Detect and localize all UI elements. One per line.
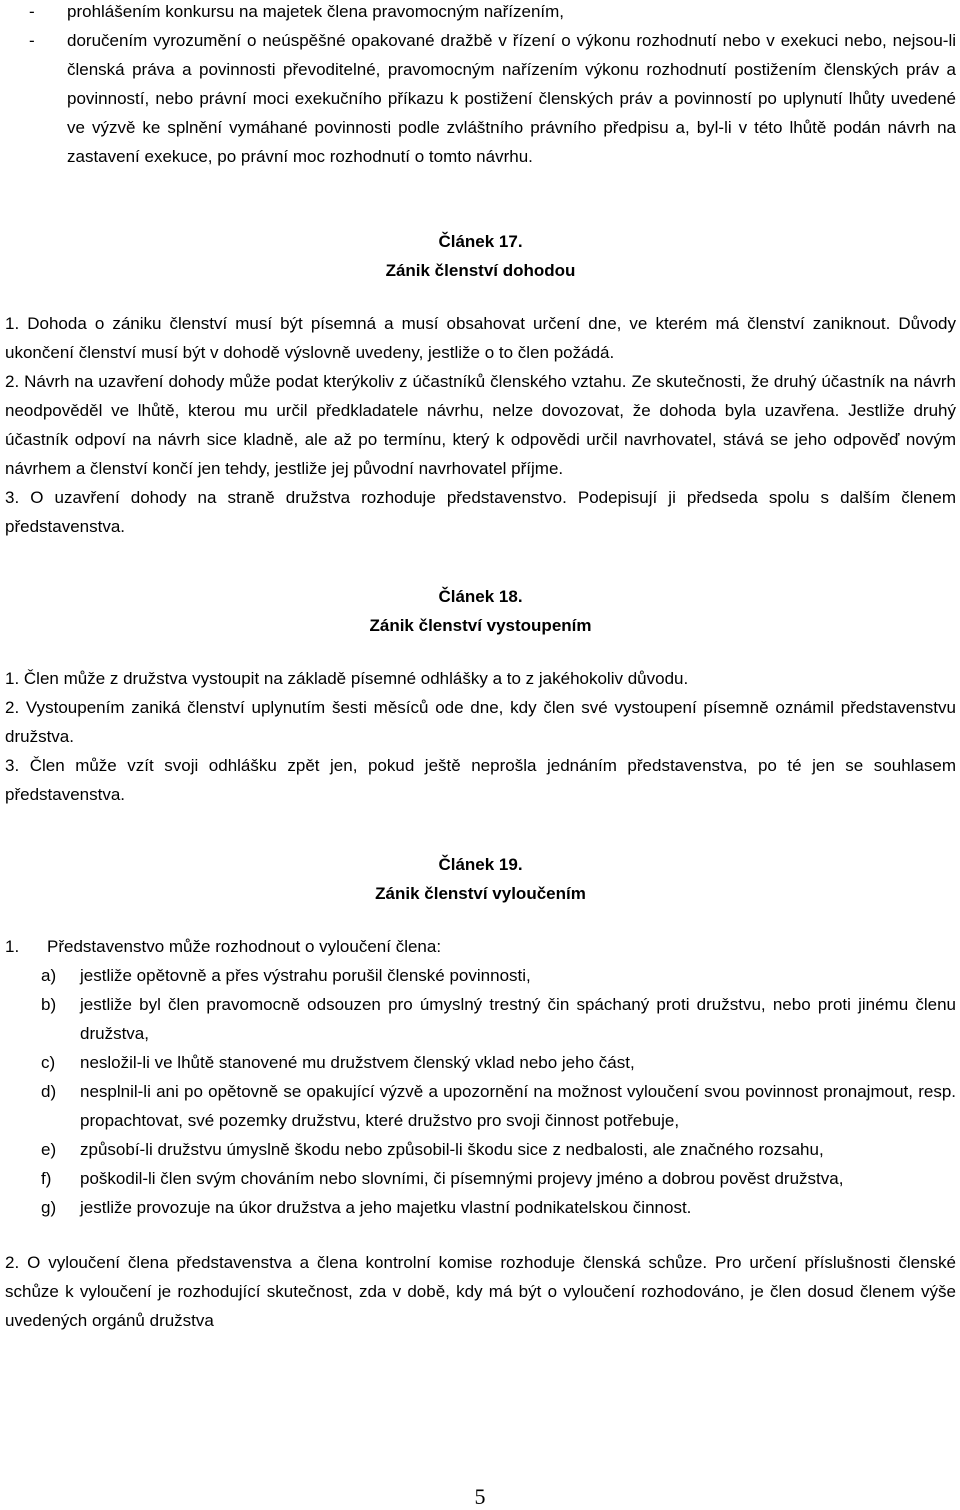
dash-bullet: - — [29, 31, 35, 50]
item-label: d) — [41, 1082, 57, 1101]
paragraph: 3. Člen může vzít svoji odhlášku zpět jen, pokud ještě neprošla jednáním představenstva, po té jen se souhlasem představenstva. — [5, 756, 956, 804]
item-label: a) — [41, 966, 57, 985]
dash-bullet: - — [29, 2, 35, 21]
article-number: Článek 18. — [438, 587, 523, 606]
paragraph: 3. O uzavření dohody na straně družstva rozhoduje představenstvo. Podepisují ji předseda spolu s dalším členem představenstva. — [5, 488, 956, 536]
list-item — [5, 1135, 956, 1164]
item-label: e) — [41, 1140, 57, 1159]
bullet-item — [5, 26, 956, 171]
item-text: nesložil-li ve lhůtě stanovené mu družstvem členský vklad nebo jeho část, — [80, 1053, 635, 1072]
numbered-paragraph — [5, 932, 956, 961]
page-number: 5 — [474, 1484, 486, 1509]
paragraph-number: 1. — [5, 937, 20, 956]
paragraph: 2. Vystoupením zaniká členství uplynutím šesti měsíců ode dne, kdy člen své vystoupení písemně oznámil představenstvu družstva. — [5, 698, 956, 746]
paragraph: 1. Člen může z družstva vystoupit na základě písemné odhlášky a to z jakéhokoliv důvodu. — [5, 669, 689, 688]
article-title: Zánik členství vyloučením — [375, 884, 586, 903]
item-label: b) — [41, 995, 57, 1014]
bullet-item — [5, 0, 956, 26]
list-item — [5, 1164, 956, 1193]
list-item — [5, 961, 956, 990]
item-text: nesplnil-li ani po opětovně se opakující výzvě a upozornění na možnost vyloučení svou povinnost pronajmout, resp. propachtovat, své pozemky družstvu, které družstvo pro svoji činnost potřebuje, — [80, 1082, 956, 1130]
item-label: g) — [41, 1198, 57, 1217]
item-text: jestliže provozuje na úkor družstva a jeho majetku vlastní podnikatelskou činnost. — [80, 1198, 692, 1217]
item-text: jestliže opětovně a přes výstrahu porušil členské povinnosti, — [80, 966, 531, 985]
paragraph: 1. Dohoda o zániku členství musí být písemná a musí obsahovat určení dne, ve kterém má členství zaniknout. Důvody ukončení členství musí být v dohodě výslovně uvedeny, jestliže o to člen požádá. — [5, 314, 956, 362]
list-item — [5, 1077, 956, 1135]
article-title: Zánik členství vystoupením — [369, 616, 592, 635]
paragraph: 2. Návrh na uzavření dohody může podat kterýkoliv z účastníků členského vztahu. Ze skutečnosti, že druhý účastník na návrh neodpověděl ve lhůtě, kterou mu určil předkladatele návrhu, nelze dovozovat, že dohoda byla uzavřena. Jestliže druhý účastník odpoví na návrh sice kladně, ale až po termínu, který k odpovědi určil navrhovatel, stává se jeho odpověď novým návrhem a členství končí jen tehdy, jestliže jej původní navrhovatel příjme. — [5, 372, 956, 478]
item-text: poškodil-li člen svým chováním nebo slovními, či písemnými projevy jméno a dobrou pověst družstva, — [80, 1169, 844, 1188]
item-text: způsobí-li družstvu úmyslně škodu nebo způsobil-li škodu sice z nedbalosti, ale značného rozsahu, — [80, 1140, 824, 1159]
bullet-text: doručením vyrozumění o neúspěšné opakované dražbě v řízení o výkonu rozhodnutí nebo v exekuci nebo, nejsou-li členská práva a povinnosti převoditelné, pravomocným nařízením výkonu rozhodnutí postižením členských práv a povinností, nebo právní moci exekučního příkazu k postižení členských práv a povinností po uplynutí lhůty uvedené ve výzvě ke splnění vymáhané povinnosti podle zvláštního právního předpisu a, byl-li v této lhůtě podán návrh na zastavení exekuce, po právní moc rozhodnutí o tomto návrhu. — [67, 31, 956, 166]
list-item — [5, 1193, 956, 1222]
item-label: c) — [41, 1053, 56, 1072]
list-item — [5, 1048, 956, 1077]
bullet-text: prohlášením konkursu na majetek člena pravomocným nařízením, — [67, 2, 565, 21]
document-page — [5, 0, 956, 1335]
paragraph-text: Představenstvo může rozhodnout o vyloučení člena: — [47, 937, 442, 956]
list-item — [5, 990, 956, 1048]
item-label: f) — [41, 1169, 52, 1188]
article-number: Článek 17. — [438, 232, 523, 251]
article-number: Článek 19. — [438, 855, 523, 874]
article-title: Zánik členství dohodou — [385, 261, 576, 280]
paragraph: 2. O vyloučení člena představenstva a člena kontrolní komise rozhoduje členská schůze. Pro určení příslušnosti členské schůze k vyloučení je rozhodující skutečnost, zda v době, kdy má být o vyloučení rozhodováno, je člen dosud členem výše uvedených orgánů družstva — [5, 1253, 956, 1330]
item-text: jestliže byl člen pravomocně odsouzen pro úmyslný trestný čin spáchaný proti družstvu, nebo proti jinému členu družstva, — [80, 995, 956, 1043]
